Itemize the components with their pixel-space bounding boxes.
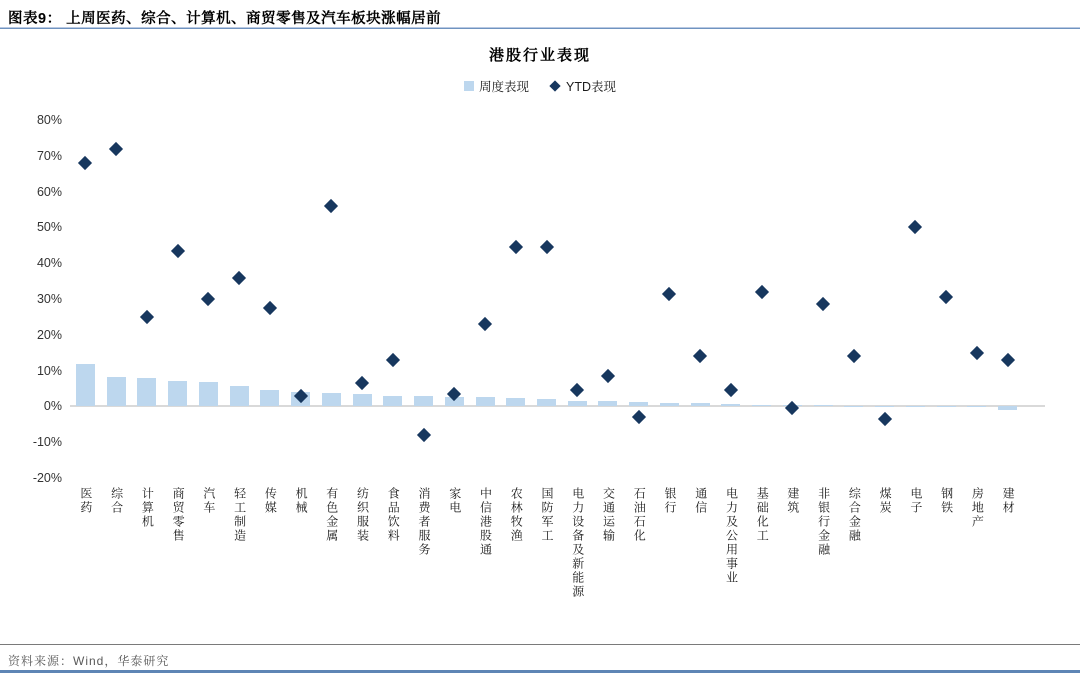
ytd-diamond [632,410,646,424]
x-axis-label: 计算机 [140,487,155,529]
weekly-bar [168,381,187,406]
weekly-bar [537,399,556,406]
x-axis-label: 银行 [662,487,677,515]
ytd-diamond [478,317,492,331]
weekly-bar [752,405,771,407]
x-axis-label: 建材 [1001,487,1016,515]
ytd-diamond [970,346,984,360]
x-axis-label: 建筑 [785,487,800,515]
x-axis-label: 家电 [447,487,462,515]
y-axis-label: 0% [43,399,62,414]
weekly-bar [967,406,986,407]
weekly-bar [814,405,833,406]
ytd-diamond [878,412,892,426]
weekly-bar [137,378,156,407]
ytd-diamond [724,383,738,397]
x-axis-label: 轻工制造 [232,487,247,543]
x-axis-label: 煤炭 [878,487,893,515]
x-axis-label: 农林牧渔 [509,487,524,543]
weekly-bar [260,390,279,406]
ytd-diamond [539,240,553,254]
ytd-diamond [601,369,615,383]
ytd-diamond [908,220,922,234]
weekly-bar [629,402,648,407]
x-axis-label: 基础化工 [755,487,770,543]
legend-label-ytd: YTD表现 [566,80,617,94]
ytd-diamond [939,290,953,304]
ytd-diamond [1001,353,1015,367]
y-axis-label: 80% [36,113,62,127]
x-axis-label: 食品饮料 [386,487,401,543]
x-axis-label: 电子 [908,487,923,515]
y-axis-label: 20% [36,327,62,342]
y-axis-label: 10% [36,363,62,378]
x-axis-label: 医药 [78,487,93,515]
legend-item-ytd [549,77,616,95]
page-bottom-divider [0,670,1080,673]
x-axis-label: 中信港股通 [478,487,493,557]
weekly-bar [476,397,495,406]
ytd-diamond [570,383,584,397]
x-axis-label: 电力及公用事业 [724,487,739,585]
ytd-diamond [171,244,185,258]
diamond-swatch-icon [549,80,560,91]
x-axis-label: 机械 [294,487,309,515]
x-axis-label: 有色金属 [324,487,339,543]
ytd-diamond [662,287,676,301]
title-divider [0,27,1080,29]
weekly-bar [383,396,402,407]
weekly-bar [937,406,956,407]
y-axis-label: -20% [32,471,62,485]
ytd-diamond [386,353,400,367]
chart-legend [0,77,1080,95]
weekly-bar [568,401,587,407]
weekly-bar [906,406,925,407]
ytd-diamond [355,376,369,390]
x-axis-label: 石油石化 [632,487,647,543]
x-axis-label: 消费者服务 [417,487,432,557]
weekly-bar [76,364,95,406]
x-axis-label: 通信 [693,487,708,515]
x-axis-label: 商贸零售 [171,487,186,543]
weekly-bar [506,398,525,406]
weekly-bar [598,401,617,406]
weekly-bar [414,396,433,406]
x-axis-label: 传媒 [263,487,278,515]
weekly-bar [230,386,249,407]
ytd-diamond [140,310,154,324]
x-axis-label: 综合金融 [847,487,862,543]
figure-title: 图表9： 上周医药、综合、计算机、商贸零售及汽车板块涨幅居前 [8,11,442,27]
chart-title: 港股行业表现 [488,47,591,64]
x-axis-label: 综合 [109,487,124,515]
ytd-diamond [755,285,769,299]
footer-divider [0,644,1080,645]
weekly-bar [875,406,894,407]
ytd-diamond [324,199,338,213]
x-axis-label: 电力设备及新能源 [570,487,585,599]
x-axis-label: 钢铁 [939,487,954,515]
ytd-diamond [509,240,523,254]
ytd-diamond [201,292,215,306]
x-axis-label: 汽车 [201,487,216,515]
weekly-bar [844,406,863,407]
legend-label-weekly: 周度表现 [478,80,529,94]
weekly-bar [322,393,341,407]
weekly-bar [691,403,710,406]
weekly-bar [353,394,372,406]
y-axis-label: 40% [36,256,62,271]
x-axis-label: 非银行金融 [816,487,831,557]
ytd-diamond [109,142,123,156]
weekly-bar [199,382,218,406]
ytd-diamond [78,156,92,170]
x-axis-label: 房地产 [970,487,985,529]
ytd-diamond [693,349,707,363]
x-axis-label: 交通运输 [601,487,616,543]
source-note: 资料来源：Wind，华泰研究 [8,654,170,668]
ytd-diamond [232,270,246,284]
bar-swatch-icon [464,81,474,91]
weekly-bar [998,406,1017,410]
ytd-diamond [416,428,430,442]
ytd-diamond [816,297,830,311]
y-axis-label: 50% [36,220,62,235]
x-axis-label: 国防军工 [540,487,554,543]
ytd-diamond [263,301,277,315]
y-axis-label: -10% [32,435,62,450]
weekly-bar [660,403,679,406]
weekly-bar [721,404,740,407]
y-axis-label: 60% [36,184,62,199]
y-axis-label: 30% [36,292,62,306]
y-axis-label: 70% [36,148,62,163]
legend-item-weekly [464,77,529,95]
weekly-bar [107,377,126,406]
x-axis-label: 纺织服装 [355,487,370,543]
ytd-diamond [847,349,861,363]
ytd-diamond [785,401,799,415]
